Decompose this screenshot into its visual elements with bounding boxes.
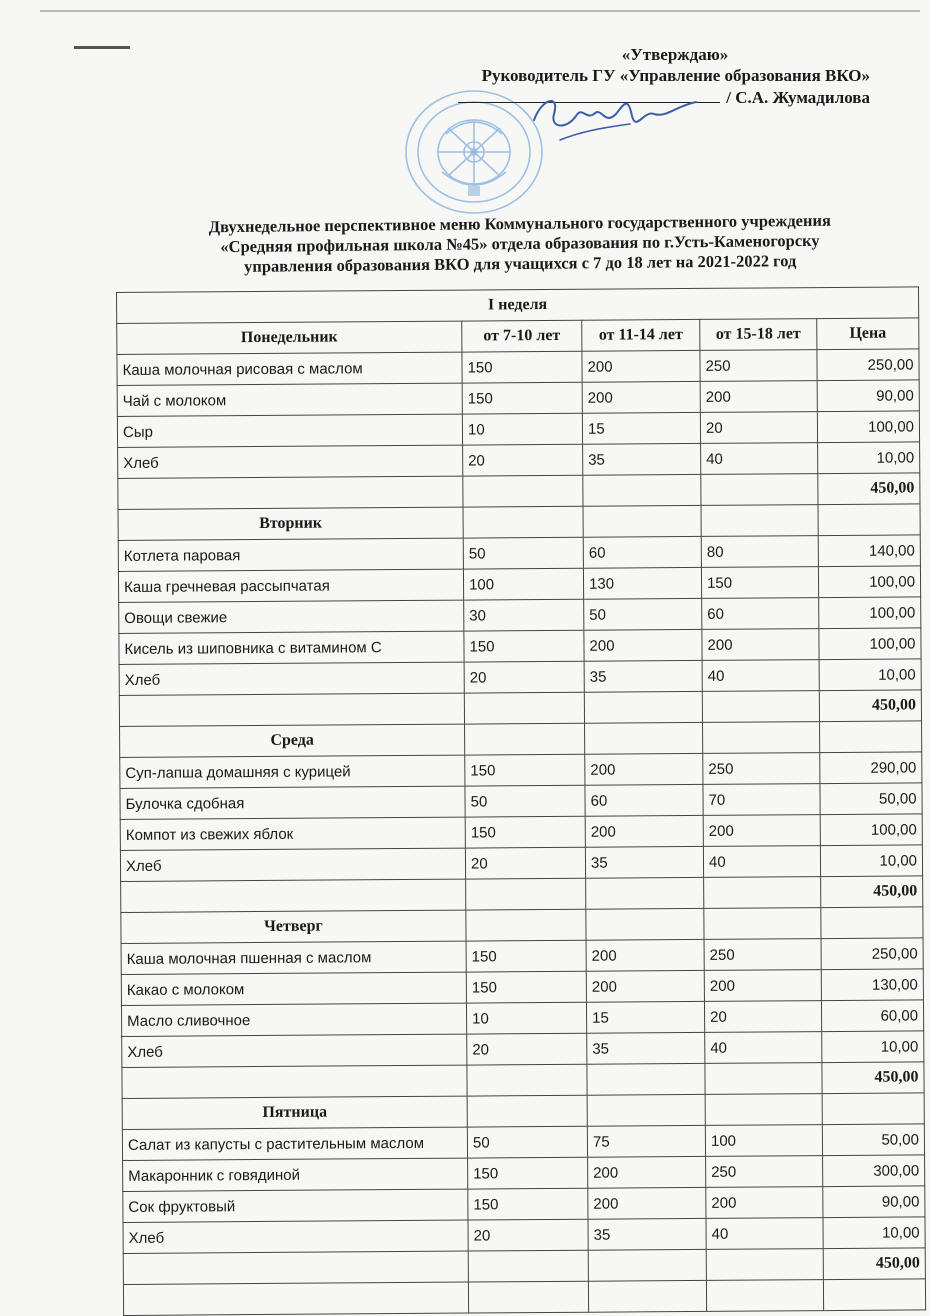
dish-name: Суп-лапша домашняя с курицей	[120, 755, 465, 788]
empty-cell	[586, 908, 704, 940]
empty-cell	[466, 909, 586, 941]
portion-11-14: 60	[583, 536, 701, 568]
item-price: 290,00	[820, 752, 922, 784]
portion-15-18: 200	[703, 815, 820, 847]
portion-11-14: 130	[583, 567, 701, 599]
week-label: I неделя	[117, 287, 919, 324]
scan-edge-line	[40, 10, 920, 12]
item-price: 50,00	[820, 783, 922, 815]
signer-name: / С.А. Жумадилова	[726, 88, 870, 107]
empty-cell	[706, 1249, 823, 1281]
dish-name: Хлеб	[122, 1034, 467, 1067]
empty-cell	[118, 476, 463, 509]
empty-cell	[705, 1063, 822, 1095]
portion-11-14: 35	[588, 1218, 706, 1250]
day-name: Четверг	[121, 910, 466, 943]
empty-cell	[705, 1094, 822, 1126]
portion-11-14: 200	[585, 753, 703, 785]
portion-11-14: 15	[582, 412, 700, 444]
portion-7-10: 30	[464, 599, 584, 631]
day-total: 450,00	[822, 1062, 924, 1094]
item-price: 100,00	[819, 628, 921, 660]
portion-7-10: 150	[465, 816, 585, 848]
empty-cell	[584, 691, 702, 723]
portion-7-10: 100	[463, 568, 583, 600]
empty-cell	[701, 474, 818, 506]
empty-cell	[122, 1065, 467, 1098]
day-total: 450,00	[823, 1248, 925, 1280]
empty-cell	[583, 474, 701, 506]
portion-11-14: 35	[587, 1032, 705, 1064]
portion-7-10: 150	[468, 1188, 588, 1220]
portion-7-10: 50	[465, 785, 585, 817]
portion-15-18: 20	[704, 1001, 821, 1033]
dish-name: Сок фруктовый	[123, 1189, 468, 1222]
item-price: 10,00	[820, 845, 922, 877]
portion-7-10: 150	[466, 971, 586, 1003]
item-price: 60,00	[821, 1000, 923, 1032]
item-price: 140,00	[818, 535, 920, 567]
document-title	[110, 210, 930, 279]
portion-11-14: 35	[585, 846, 703, 878]
portion-11-14: 50	[584, 598, 702, 630]
empty-cell	[588, 1280, 706, 1312]
item-price: 250,00	[817, 349, 919, 381]
portion-15-18: 150	[701, 567, 818, 599]
item-price: 100,00	[819, 597, 921, 629]
portion-15-18: 250	[704, 939, 821, 971]
empty-cell	[585, 722, 703, 754]
day-name: Вторник	[118, 507, 463, 540]
column-header: от 11-14 лет	[582, 319, 700, 351]
menu-table	[116, 286, 926, 1316]
empty-cell	[464, 692, 584, 724]
dish-name: Какао с молоком	[121, 972, 466, 1005]
portion-11-14: 15	[586, 1001, 704, 1033]
empty-cell	[119, 693, 464, 726]
item-price: 90,00	[817, 380, 919, 412]
empty-cell	[588, 1249, 706, 1281]
portion-11-14: 35	[583, 443, 701, 475]
empty-cell	[586, 877, 704, 909]
item-price: 10,00	[822, 1031, 924, 1063]
portion-7-10: 20	[465, 847, 585, 879]
empty-cell	[468, 1250, 588, 1282]
portion-11-14: 200	[588, 1187, 706, 1219]
dish-name: Сыр	[117, 414, 462, 447]
day-name: Среда	[120, 724, 465, 757]
empty-cell	[123, 1251, 468, 1284]
portion-7-10: 150	[464, 630, 584, 662]
empty-cell	[820, 721, 922, 753]
dish-name: Хлеб	[120, 848, 465, 881]
day-name: Пятница	[122, 1096, 467, 1129]
portion-11-14: 35	[584, 660, 702, 692]
portion-7-10: 20	[464, 661, 584, 693]
dish-name: Хлеб	[118, 445, 463, 478]
dish-name: Каша гречневая рассыпчатая	[118, 569, 463, 602]
portion-15-18: 250	[700, 350, 817, 382]
portion-15-18: 40	[705, 1032, 822, 1064]
portion-11-14: 200	[586, 939, 704, 971]
item-price: 10,00	[818, 442, 920, 474]
dish-name: Хлеб	[119, 662, 464, 695]
empty-cell	[583, 505, 701, 537]
portion-11-14: 200	[582, 350, 700, 382]
portion-15-18: 200	[706, 1187, 823, 1219]
portion-11-14: 200	[585, 815, 703, 847]
item-price: 90,00	[823, 1186, 925, 1218]
empty-cell	[466, 878, 586, 910]
portion-7-10: 50	[463, 537, 583, 569]
portion-7-10: 150	[465, 754, 585, 786]
day-total: 450,00	[821, 876, 923, 908]
day-name: Понедельник	[117, 321, 462, 354]
empty-cell	[818, 504, 920, 536]
portion-7-10: 50	[467, 1126, 587, 1158]
portion-7-10: 150	[462, 351, 582, 383]
item-price: 100,00	[817, 411, 919, 443]
portion-15-18: 40	[703, 846, 820, 878]
portion-11-14: 200	[586, 970, 704, 1002]
blank-row	[123, 1279, 925, 1316]
column-header: от 7-10 лет	[462, 320, 582, 352]
approval-position: Руководитель ГУ «Управление образования ВКО»	[481, 66, 870, 85]
item-price: 100,00	[818, 566, 920, 598]
empty-cell	[702, 691, 819, 723]
signature-icon	[520, 80, 700, 150]
portion-11-14: 200	[582, 381, 700, 413]
item-price: 300,00	[823, 1155, 925, 1187]
dish-name: Овощи свежие	[119, 600, 464, 633]
item-price: 50,00	[822, 1124, 924, 1156]
empty-cell	[467, 1095, 587, 1127]
dish-name: Макаронник с говядиной	[123, 1158, 468, 1191]
title-line-2: «Средняя профильная школа №45» отдела образования по г.Усть-Каменогорску	[220, 230, 820, 257]
empty-cell	[123, 1282, 468, 1315]
item-price: 10,00	[819, 659, 921, 691]
corner-dash	[74, 46, 130, 49]
portion-7-10: 10	[466, 1002, 586, 1034]
portion-15-18: 40	[701, 443, 818, 475]
empty-cell	[468, 1281, 588, 1313]
day-total: 450,00	[819, 690, 921, 722]
portion-7-10: 150	[462, 382, 582, 414]
empty-cell	[463, 475, 583, 507]
portion-11-14: 200	[588, 1156, 706, 1188]
menu-table-container	[116, 286, 925, 1316]
dish-name: Каша молочная рисовая с маслом	[117, 352, 462, 385]
dish-name: Хлеб	[123, 1220, 468, 1253]
portion-15-18: 100	[705, 1125, 822, 1157]
dish-name: Котлета паровая	[118, 538, 463, 571]
portion-15-18: 200	[704, 970, 821, 1002]
portion-11-14: 60	[585, 784, 703, 816]
portion-15-18: 60	[702, 598, 819, 630]
empty-cell	[703, 722, 820, 754]
empty-cell	[704, 877, 821, 909]
portion-7-10: 20	[463, 444, 583, 476]
portion-7-10: 150	[468, 1157, 588, 1189]
empty-cell	[701, 505, 818, 537]
item-price: 10,00	[823, 1217, 925, 1249]
portion-11-14: 200	[584, 629, 702, 661]
empty-cell	[821, 907, 923, 939]
empty-cell	[706, 1280, 823, 1312]
portion-15-18: 250	[703, 753, 820, 785]
portion-15-18: 70	[703, 784, 820, 816]
portion-7-10: 20	[468, 1219, 588, 1251]
dish-name: Булочка сдобная	[120, 786, 465, 819]
item-price: 250,00	[821, 938, 923, 970]
portion-11-14: 75	[587, 1125, 705, 1157]
column-header: Цена	[817, 318, 919, 350]
title-line-3: управления образования ВКО для учащихся с 7 до 18 лет на 2021-2022 год	[243, 251, 797, 276]
portion-15-18: 80	[701, 536, 818, 568]
empty-cell	[822, 1093, 924, 1125]
dish-name: Каша молочная пшенная с маслом	[121, 941, 466, 974]
item-price: 130,00	[821, 969, 923, 1001]
column-header: от 15-18 лет	[700, 319, 817, 351]
dish-name: Масло сливочное	[121, 1003, 466, 1036]
dish-name: Кисель из шиповника с витамином С	[119, 631, 464, 664]
empty-cell	[121, 879, 466, 912]
dish-name: Компот из свежих яблок	[120, 817, 465, 850]
empty-cell	[587, 1094, 705, 1126]
menu-body	[117, 318, 926, 1316]
portion-15-18: 200	[700, 381, 817, 413]
empty-cell	[463, 506, 583, 538]
portion-15-18: 200	[702, 629, 819, 661]
empty-cell	[467, 1064, 587, 1096]
portion-15-18: 40	[706, 1218, 823, 1250]
empty-cell	[587, 1063, 705, 1095]
empty-cell	[465, 723, 585, 755]
item-price: 100,00	[820, 814, 922, 846]
portion-7-10: 150	[466, 940, 586, 972]
day-total: 450,00	[818, 473, 920, 505]
dish-name: Чай с молоком	[117, 383, 462, 416]
empty-cell	[823, 1279, 925, 1311]
dish-name: Салат из капусты с растительным маслом	[122, 1127, 467, 1160]
approval-heading: «Утверждаю»	[621, 45, 729, 64]
title-line-1: Двухнедельное перспективное меню Коммунального государственного учреждения	[208, 210, 831, 237]
empty-cell	[704, 908, 821, 940]
portion-7-10: 20	[467, 1033, 587, 1065]
portion-7-10: 10	[462, 413, 582, 445]
portion-15-18: 40	[702, 660, 819, 692]
portion-15-18: 250	[706, 1156, 823, 1188]
portion-15-18: 20	[700, 412, 817, 444]
